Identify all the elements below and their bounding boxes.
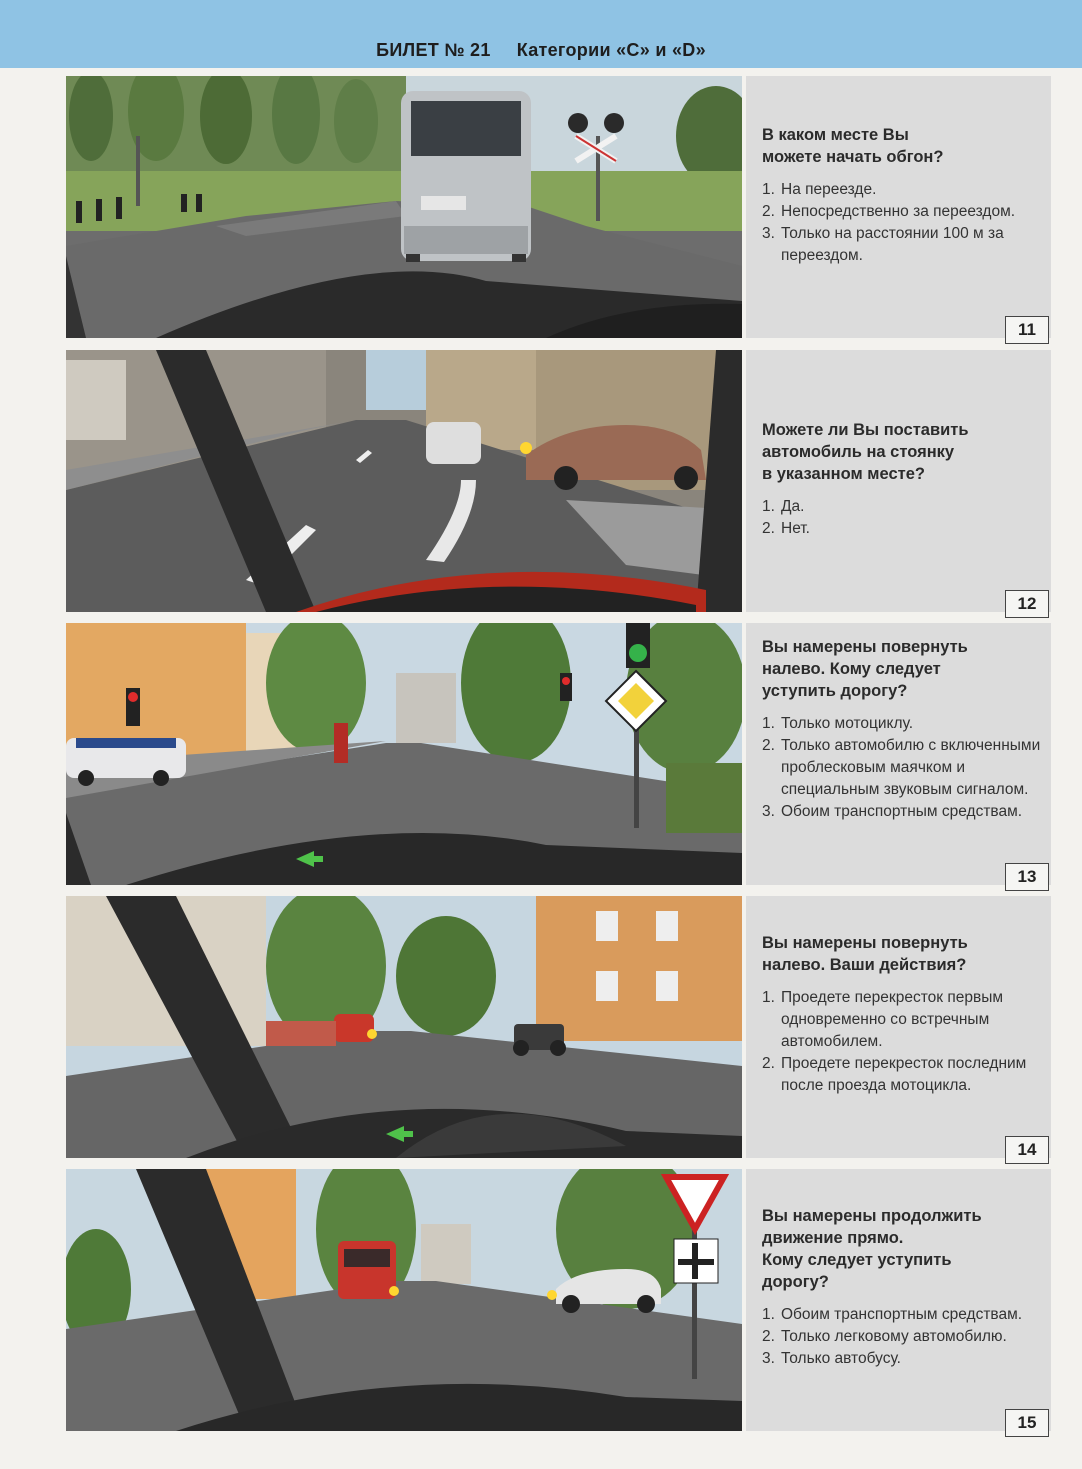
question-panel-13 <box>746 623 1051 885</box>
question-panel-15 <box>746 1169 1051 1431</box>
question-panel-11 <box>746 76 1051 338</box>
question-photo-12 <box>66 350 742 612</box>
question-line: Вы намерены повернуть <box>762 934 968 952</box>
answer-option-15-3[interactable]: 3. Только автобусу. <box>762 1350 901 1367</box>
answer-option-11-3[interactable]: 3. Только на расстоянии 100 м за переездом. <box>762 225 1004 264</box>
question-text-13 <box>762 636 1041 702</box>
answer-list-12 <box>762 496 1047 540</box>
question-photo-13 <box>66 623 742 885</box>
question-number-14: 14 <box>1005 1136 1049 1164</box>
answer-list-11 <box>762 179 1047 267</box>
answer-option-13-1[interactable]: 1. Только мотоциклу. <box>762 715 914 732</box>
answer-option-11-2[interactable]: 2. Непосредственно за переездом. <box>762 203 1016 220</box>
question-line: в указанном месте? <box>762 465 925 483</box>
question-card-15 <box>66 1169 1051 1431</box>
question-text-11 <box>762 124 1041 168</box>
main-road-intersection-scene <box>66 623 742 885</box>
ticket-number: БИЛЕТ № 21 <box>376 40 491 60</box>
answer-option-15-1[interactable]: 1. Обоим транспортным средствам. <box>762 1306 1023 1323</box>
ticket-title <box>0 40 1082 61</box>
question-panel-12 <box>746 350 1051 612</box>
question-line: В каком месте Вы <box>762 126 909 144</box>
question-card-12 <box>66 350 1051 612</box>
ticket-categories: Категории «С» и «D» <box>516 40 706 60</box>
question-line: Вы намерены повернуть <box>762 638 968 656</box>
question-photo-11 <box>66 76 742 338</box>
question-text-14 <box>762 932 1041 976</box>
yield-sign-intersection-scene <box>66 1169 742 1431</box>
answer-list-15 <box>762 1304 1047 1370</box>
question-line: уступить дорогу? <box>762 682 908 700</box>
question-number-15: 15 <box>1005 1409 1049 1437</box>
answer-list-14 <box>762 987 1047 1097</box>
question-photo-14 <box>66 896 742 1158</box>
question-card-13 <box>66 623 1051 885</box>
question-card-14 <box>66 896 1051 1158</box>
question-photo-15 <box>66 1169 742 1431</box>
question-number-12: 12 <box>1005 590 1049 618</box>
answer-option-14-2[interactable]: 2. Проедете перекресток последним после проезда мотоцикла. <box>762 1055 1027 1094</box>
question-text-12 <box>762 419 1041 485</box>
answer-option-13-2[interactable]: 2. Только автомобилю с включенными проблесковым маячком и специальным звуковым сигналом. <box>762 737 1041 798</box>
question-card-11 <box>66 76 1051 338</box>
question-panel-14 <box>746 896 1051 1158</box>
parking-street-scene <box>66 350 742 612</box>
answer-list-13 <box>762 713 1047 823</box>
answer-option-12-2[interactable]: 2. Нет. <box>762 520 810 537</box>
question-number-11: 11 <box>1005 316 1049 344</box>
answer-option-13-3[interactable]: 3. Обоим транспортным средствам. <box>762 803 1023 820</box>
question-line: Можете ли Вы поставить <box>762 421 969 439</box>
railway-crossing-scene <box>66 76 742 338</box>
question-text-15 <box>762 1205 1041 1293</box>
question-number-13: 13 <box>1005 863 1049 891</box>
question-line: дорогу? <box>762 1273 829 1291</box>
answer-option-15-2[interactable]: 2. Только легковому автомобилю. <box>762 1328 1007 1345</box>
question-line: Кому следует уступить <box>762 1251 952 1269</box>
answer-option-12-1[interactable]: 1. Да. <box>762 498 805 515</box>
question-line: движение прямо. <box>762 1229 904 1247</box>
answer-option-11-1[interactable]: 1. На переезде. <box>762 181 877 198</box>
question-line: налево. Кому следует <box>762 660 941 678</box>
question-line: автомобиль на стоянку <box>762 443 955 461</box>
question-line: можете начать обгон? <box>762 148 944 166</box>
left-turn-intersection-scene <box>66 896 742 1158</box>
question-line: налево. Ваши действия? <box>762 956 967 974</box>
question-line: Вы намерены продолжить <box>762 1207 982 1225</box>
answer-option-14-1[interactable]: 1. Проедете перекресток первым одновременно со встречным автомобилем. <box>762 989 1003 1050</box>
